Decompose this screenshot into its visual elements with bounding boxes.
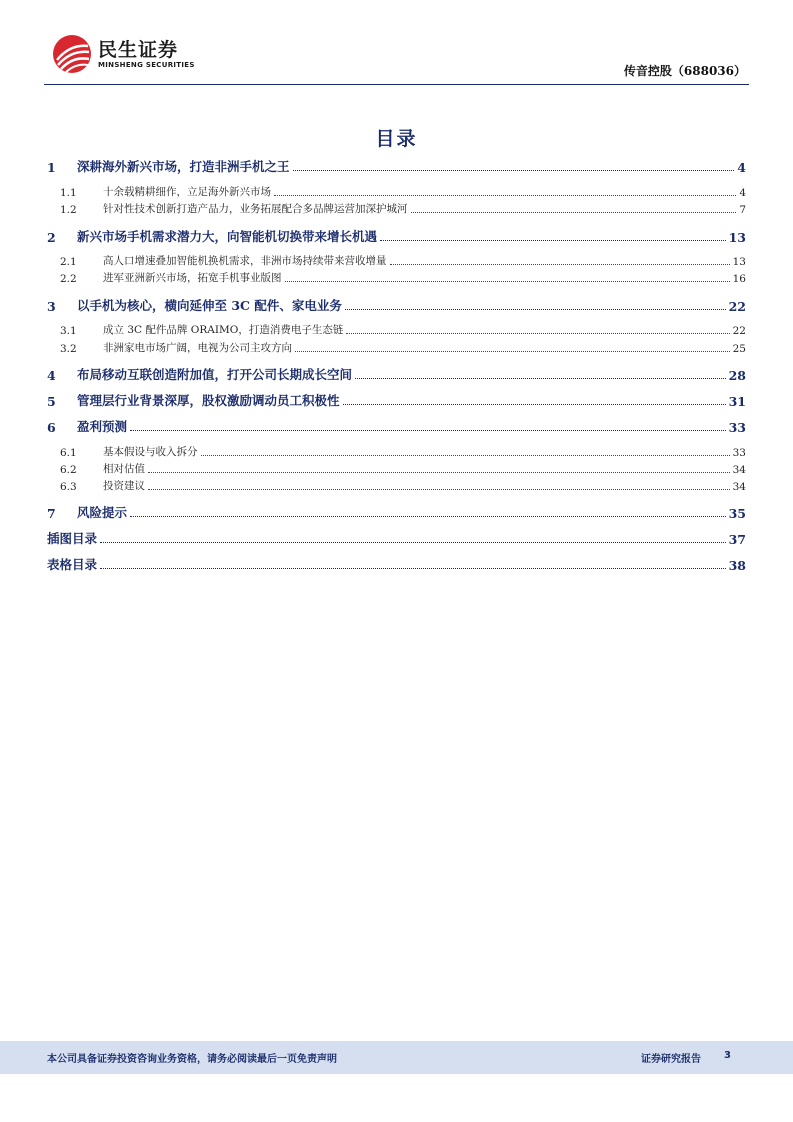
toc-subsection[interactable] bbox=[47, 444, 746, 459]
toc-leader-dots bbox=[355, 378, 726, 379]
toc-number: 6 bbox=[47, 420, 56, 435]
toc-number: 3.2 bbox=[60, 343, 77, 355]
toc-section[interactable] bbox=[47, 157, 746, 175]
toc-number: 3 bbox=[47, 299, 56, 314]
toc-leader-dots bbox=[148, 472, 730, 473]
toc-label: 非洲家电市场广阔，电视为公司主攻方向 bbox=[103, 342, 292, 354]
toc-leader-dots bbox=[201, 455, 730, 456]
toc-subsection[interactable] bbox=[47, 478, 746, 493]
toc-label: 进军亚洲新兴市场，拓宽手机事业版图 bbox=[103, 272, 282, 284]
toc-subsection[interactable] bbox=[47, 184, 746, 199]
company-ticker: 传音控股（688036） bbox=[623, 64, 746, 78]
toc-number: 6.2 bbox=[60, 464, 77, 476]
toc-page-number: 16 bbox=[732, 273, 746, 285]
toc-leader-dots bbox=[346, 333, 729, 334]
toc-section[interactable] bbox=[47, 555, 746, 573]
toc-label: 以手机为核心，横向延伸至 3C 配件、家电业务 bbox=[77, 298, 342, 313]
toc-section[interactable] bbox=[47, 417, 746, 435]
toc-leader-dots bbox=[295, 351, 730, 352]
toc-page-number: 35 bbox=[728, 506, 746, 521]
toc-label: 成立 3C 配件品牌 ORAIMO，打造消费电子生态链 bbox=[103, 324, 344, 336]
toc-page-number: 7 bbox=[739, 204, 746, 216]
toc-leader-dots bbox=[130, 430, 726, 431]
toc-label: 基本假设与收入拆分 bbox=[103, 446, 198, 458]
toc-title: 目录 bbox=[375, 128, 418, 150]
toc-page-number: 33 bbox=[728, 420, 746, 435]
toc-number: 1.2 bbox=[60, 204, 77, 216]
toc-leader-dots bbox=[380, 240, 726, 241]
toc-section[interactable] bbox=[47, 365, 746, 383]
toc-page-number: 38 bbox=[728, 558, 746, 573]
toc-number: 3.1 bbox=[60, 325, 77, 337]
toc-leader-dots bbox=[285, 281, 730, 282]
toc-page-number: 37 bbox=[728, 532, 746, 547]
toc-section[interactable] bbox=[47, 296, 746, 314]
toc-page-number: 13 bbox=[732, 256, 746, 268]
toc-number: 2.1 bbox=[60, 256, 77, 268]
toc-leader-dots bbox=[390, 264, 730, 265]
toc-number: 4 bbox=[47, 368, 56, 383]
toc-leader-dots bbox=[148, 489, 730, 490]
toc-section[interactable] bbox=[47, 227, 746, 245]
header-divider bbox=[44, 84, 749, 85]
toc-page-number: 33 bbox=[732, 447, 746, 459]
toc-leader-dots bbox=[293, 170, 735, 171]
toc-label: 深耕海外新兴市场，打造非洲手机之王 bbox=[77, 159, 290, 174]
toc-leader-dots bbox=[100, 568, 726, 569]
toc-label: 表格目录 bbox=[47, 557, 98, 572]
toc-label: 投资建议 bbox=[103, 480, 145, 492]
toc-page-number: 25 bbox=[732, 343, 746, 355]
toc-number: 2.2 bbox=[60, 273, 77, 285]
minsheng-logo-icon bbox=[52, 34, 92, 74]
toc-leader-dots bbox=[411, 212, 737, 213]
toc-page-number: 34 bbox=[732, 481, 746, 493]
toc-label: 盈利预测 bbox=[77, 419, 128, 434]
report-type: 证券研究报告 bbox=[641, 1054, 701, 1065]
toc-page-number: 4 bbox=[739, 187, 746, 199]
toc-page-number: 22 bbox=[728, 299, 746, 314]
toc-label: 风险提示 bbox=[77, 505, 128, 520]
toc-section[interactable] bbox=[47, 529, 746, 547]
logo-chinese-name: 民生证券 bbox=[98, 38, 179, 61]
logo-english-name: MINSHENG SECURITIES bbox=[98, 60, 195, 69]
page-number: 3 bbox=[724, 1050, 731, 1061]
toc-subsection[interactable] bbox=[47, 201, 746, 216]
company-logo bbox=[52, 34, 195, 74]
toc-subsection[interactable] bbox=[47, 461, 746, 476]
toc-label: 十余载精耕细作，立足海外新兴市场 bbox=[103, 186, 271, 198]
toc-number: 1.1 bbox=[60, 187, 77, 199]
toc-subsection[interactable] bbox=[47, 340, 746, 355]
page-header bbox=[0, 0, 793, 88]
toc-leader-dots bbox=[345, 309, 726, 310]
toc-number: 5 bbox=[47, 394, 56, 409]
toc-number: 6.1 bbox=[60, 447, 77, 459]
toc-page-number: 22 bbox=[732, 325, 746, 337]
toc-subsection[interactable] bbox=[47, 253, 746, 268]
toc-section[interactable] bbox=[47, 391, 746, 409]
toc-page-number: 4 bbox=[737, 160, 746, 175]
toc-number: 1 bbox=[47, 160, 56, 175]
toc-subsection[interactable] bbox=[47, 270, 746, 285]
toc-label: 新兴市场手机需求潜力大，向智能机切换带来增长机遇 bbox=[77, 229, 378, 244]
toc-page-number: 31 bbox=[728, 394, 746, 409]
toc-page-number: 28 bbox=[728, 368, 746, 383]
toc-leader-dots bbox=[100, 542, 726, 543]
toc-label: 插图目录 bbox=[47, 531, 98, 546]
toc-label: 针对性技术创新打造产品力，业务拓展配合多品牌运营加深护城河 bbox=[103, 203, 408, 215]
toc-leader-dots bbox=[274, 195, 736, 196]
disclaimer-note: 本公司具备证券投资咨询业务资格，请务必阅读最后一页免责声明 bbox=[47, 1054, 337, 1065]
toc-page-number: 34 bbox=[732, 464, 746, 476]
toc-number: 6.3 bbox=[60, 481, 77, 493]
page-footer bbox=[0, 1041, 793, 1074]
toc-subsection[interactable] bbox=[47, 322, 746, 337]
toc-leader-dots bbox=[343, 404, 726, 405]
toc-leader-dots bbox=[130, 516, 726, 517]
toc-number: 2 bbox=[47, 230, 56, 245]
toc-page-number: 13 bbox=[728, 230, 746, 245]
toc-label: 管理层行业背景深厚，股权激励调动员工积极性 bbox=[77, 393, 340, 408]
toc-section[interactable] bbox=[47, 503, 746, 521]
toc-number: 7 bbox=[47, 506, 56, 521]
toc-label: 布局移动互联创造附加值，打开公司长期成长空间 bbox=[77, 367, 353, 382]
toc-label: 高人口增速叠加智能机换机需求，非洲市场持续带来营收增量 bbox=[103, 255, 387, 267]
toc-label: 相对估值 bbox=[103, 463, 145, 475]
